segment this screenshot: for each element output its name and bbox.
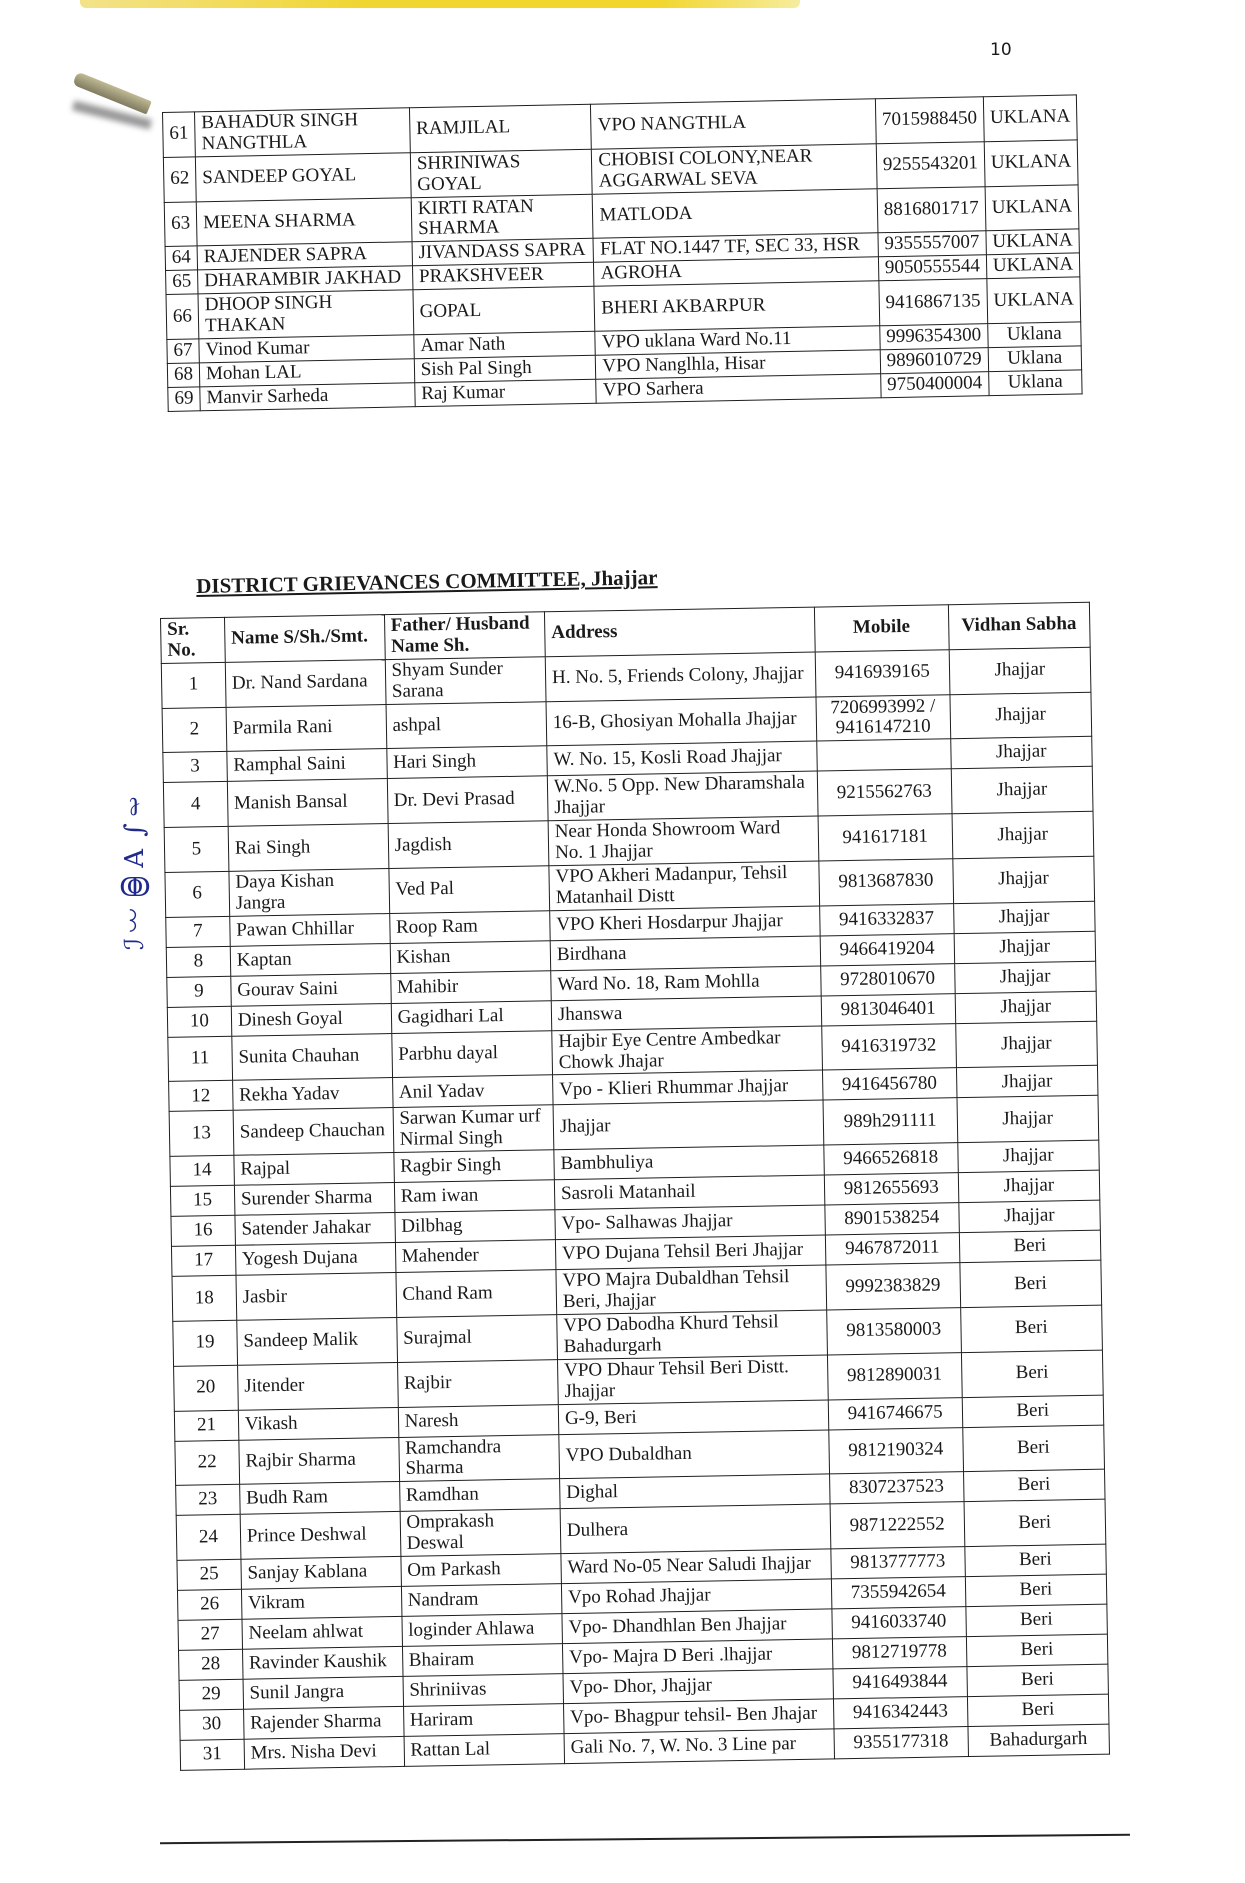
cell-sr: 4 [163, 782, 228, 828]
cell-father: Surajmal [396, 1315, 557, 1363]
cell-address: Birdhana [550, 936, 820, 971]
cell-mobile: 9416319732 [822, 1023, 956, 1070]
cell-father: Ragbir Singh [393, 1150, 554, 1183]
cell-address: VPO Akheri Madanpur, Tehsil Matanhail Distt [549, 861, 820, 910]
cell-name: Kaptan [230, 943, 390, 976]
cell-sr: 31 [180, 1739, 244, 1770]
cell-mobile: 9996354300 [879, 324, 987, 350]
cell-vidhan-sabha: Beri [959, 1260, 1101, 1307]
cell-name: Vikram [241, 1587, 401, 1620]
cell-father: Shyam Sunder Sarana [385, 657, 546, 705]
cell-sr: 67 [167, 339, 199, 364]
cell-address: Vpo- Dhor, Jhajjar [563, 1669, 833, 1704]
cell-father: Ved Pal [388, 866, 549, 914]
cell-name: Ravinder Kaushik [242, 1647, 402, 1680]
cell-father: Sish Pal Singh [414, 355, 596, 382]
cell-vidhan-sabha: Beri [962, 1425, 1104, 1472]
cell-sr: 11 [168, 1036, 233, 1082]
cell-mobile: 9813046401 [821, 993, 955, 1025]
cell-father: Omprakash Deswal [400, 1509, 561, 1557]
cell-father: Hariram [403, 1704, 564, 1737]
cell-name: Daya Kishan Jangra [229, 868, 390, 916]
cell-name: Vinod Kumar [199, 335, 414, 363]
cell-vidhan-sabha: UKLANA [983, 95, 1077, 142]
cell-address: FLAT NO.1447 TF, SEC 33, HSR [593, 233, 878, 262]
cell-address: Jhajjar [553, 1100, 824, 1149]
cell-name: DHOOP SINGH THAKAN [198, 290, 414, 339]
jhajjar-committee-table [160, 602, 1110, 1771]
cell-address: Vpo- Salhawas Jhajjar [555, 1205, 825, 1240]
cell-address: Dulhera [560, 1504, 831, 1553]
cell-sr: 25 [177, 1559, 241, 1590]
cell-vidhan-sabha: Jhajjar [957, 1096, 1099, 1143]
cell-address: Vpo- Majra D Beri .lhajjar [562, 1639, 832, 1674]
cell-vidhan-sabha: Jhajjar [955, 991, 1097, 1023]
cell-vidhan-sabha: Jhajjar [954, 931, 1096, 963]
cell-vidhan-sabha: Jhajjar [949, 647, 1091, 694]
cell-address: Vpo Rohad Jhajjar [561, 1579, 831, 1614]
cell-sr: 8 [166, 946, 230, 977]
cell-name: Jitender [237, 1362, 398, 1410]
cell-name: Budh Ram [239, 1482, 399, 1515]
cell-vidhan-sabha: Bahadurgarh [968, 1724, 1110, 1756]
cell-father: Roop Ram [389, 910, 550, 943]
cell-vidhan-sabha: UKLANA [985, 184, 1079, 231]
cell-name: Pawan Chhillar [230, 913, 390, 946]
cell-vidhan-sabha: Jhajjar [952, 856, 1094, 903]
cell-sr: 65 [166, 270, 198, 295]
cell-father: Gagidhari Lal [391, 1000, 552, 1033]
cell-address: VPO Dhaur Tehsil Beri Distt. Jhajjar [557, 1355, 828, 1404]
highlighter-strip [80, 0, 800, 8]
cell-father: Amar Nath [414, 331, 596, 358]
cell-address: VPO Dabodha Khurd Tehsil Bahadurgarh [557, 1310, 828, 1359]
cell-name: Ramphal Saini [227, 749, 387, 782]
cell-name: Sunil Jangra [243, 1677, 403, 1710]
cell-mobile: 8816801717 [877, 186, 986, 233]
header-vidhan-sabha: Vidhan Sabha [948, 602, 1090, 649]
header-mobile: Mobile [814, 605, 948, 652]
cell-mobile: 9416033740 [832, 1607, 966, 1639]
cell-mobile: 941617181 [818, 814, 952, 861]
cell-father: PRAKSHVEER [412, 262, 594, 289]
cell-vidhan-sabha: Beri [966, 1664, 1108, 1696]
cell-sr: 19 [173, 1320, 238, 1366]
cell-address: Vpo- Dhandhlan Ben Jhajjar [562, 1609, 832, 1644]
cell-sr: 3 [163, 752, 227, 783]
cell-address: VPO Dubaldhan [559, 1430, 830, 1479]
cell-mobile: 9812655693 [824, 1173, 958, 1205]
cell-address: VPO Dujana Tehsil Beri Jhajjar [555, 1235, 825, 1270]
cell-vidhan-sabha: Jhajjar [952, 811, 1094, 858]
cell-vidhan-sabha: Jhajjar [957, 1140, 1099, 1172]
cell-sr: 15 [170, 1186, 234, 1217]
cell-name: Neelam ahlwat [242, 1617, 402, 1650]
cell-father: Ramchandra Sharma [398, 1434, 559, 1482]
cell-vidhan-sabha: Beri [961, 1350, 1103, 1397]
cell-name: Manvir Sarheda [200, 382, 415, 410]
cell-vidhan-sabha: Jhajjar [958, 1170, 1100, 1202]
cell-vidhan-sabha: UKLANA [987, 277, 1081, 324]
cell-address: H. No. 5, Friends Colony, Jhajjar [545, 652, 816, 701]
cell-sr: 28 [179, 1649, 243, 1680]
cell-vidhan-sabha: Beri [965, 1604, 1107, 1636]
cell-vidhan-sabha: Jhajjar [953, 901, 1095, 933]
cell-vidhan-sabha: UKLANA [986, 253, 1080, 279]
cell-sr: 6 [165, 871, 230, 917]
cell-sr: 10 [167, 1006, 231, 1037]
cell-sr: 14 [170, 1156, 234, 1187]
cell-vidhan-sabha: Beri [967, 1694, 1109, 1726]
cell-sr: 20 [174, 1365, 239, 1411]
cell-sr: 16 [171, 1216, 235, 1247]
cell-name: Rai Singh [228, 824, 389, 872]
cell-father: KIRTI RATAN SHARMA [411, 194, 593, 242]
cell-father: Parbhu dayal [391, 1030, 552, 1078]
cell-father: Ramdhan [399, 1479, 560, 1512]
cell-mobile: 9416939165 [815, 650, 949, 697]
page-number: 10 [990, 40, 1012, 60]
cell-father: Kishan [390, 940, 551, 973]
cell-address: Jhanswa [551, 996, 821, 1031]
cell-vidhan-sabha: Uklana [988, 370, 1082, 396]
cell-mobile: 9050555544 [878, 255, 986, 281]
cell-mobile: 9813580003 [827, 1308, 961, 1355]
cell-father: Dr. Devi Prasad [387, 776, 548, 824]
cell-name: Surender Sharma [234, 1183, 394, 1216]
cell-name: BAHADUR SINGH NANGTHLA [195, 108, 411, 157]
cell-mobile: 9812719778 [832, 1637, 966, 1669]
cell-name: Sandeep Malik [237, 1318, 398, 1366]
cell-father: RAMJILAL [409, 104, 591, 152]
cell-name: Rajpal [234, 1153, 394, 1186]
cell-sr: 30 [180, 1709, 244, 1740]
cell-name: Rekha Yadav [232, 1078, 392, 1111]
cell-name: Satender Jahakar [235, 1213, 395, 1246]
cell-sr: 5 [164, 826, 229, 872]
cell-mobile: 9813777773 [831, 1547, 965, 1579]
cell-vidhan-sabha: Jhajjar [955, 1021, 1097, 1068]
cell-mobile: 9466526818 [824, 1143, 958, 1175]
cell-father: Bhairam [402, 1644, 563, 1677]
cell-vidhan-sabha: Jhajjar [950, 737, 1092, 769]
cell-father: Shriniivas [403, 1674, 564, 1707]
cell-mobile: 9416456780 [822, 1068, 956, 1100]
cell-mobile: 9416493844 [833, 1667, 967, 1699]
cell-father: GOPAL [413, 286, 595, 334]
cell-mobile: 9813687830 [819, 859, 953, 906]
cell-name: DHARAMBIR JAKHAD [198, 266, 413, 294]
cell-mobile: 9871222552 [830, 1502, 964, 1549]
cell-name: Dinesh Goyal [231, 1003, 391, 1036]
cell-father: Mahibir [390, 970, 551, 1003]
cell-name: Vikash [238, 1407, 398, 1440]
cell-mobile: 9467872011 [825, 1233, 959, 1265]
cell-mobile: 9255543201 [876, 142, 985, 189]
cell-father: Raj Kumar [415, 379, 597, 406]
cell-mobile: 8901538254 [825, 1203, 959, 1235]
cell-vidhan-sabha: Jhajjar [949, 692, 1091, 739]
cell-name: Parmila Rani [226, 704, 387, 752]
cell-address: VPO Majra Dubaldhan Tehsil Beri, Jhajjar [556, 1265, 827, 1314]
members-table-continued [162, 94, 1083, 411]
cell-sr: 24 [176, 1515, 241, 1561]
cell-vidhan-sabha: Jhajjar [951, 767, 1093, 814]
header-sr: Sr. No. [161, 617, 226, 663]
cell-address: Ward No-05 Near Saludi Ihajjar [561, 1549, 831, 1584]
cell-father: Jagdish [388, 821, 549, 869]
cell-vidhan-sabha: Beri [962, 1395, 1104, 1427]
cell-name: Yogesh Dujana [235, 1243, 395, 1276]
cell-address: Sasroli Matanhail [554, 1175, 824, 1210]
cell-name: Rajbir Sharma [239, 1437, 400, 1485]
cell-address: MATLODA [593, 188, 878, 238]
cell-vidhan-sabha: Jhajjar [954, 961, 1096, 993]
cell-sr: 2 [162, 707, 227, 753]
cell-vidhan-sabha: Jhajjar [956, 1066, 1098, 1098]
cell-mobile: 9750400004 [880, 371, 988, 397]
cell-sr: 12 [169, 1081, 233, 1112]
cell-vidhan-sabha: Jhajjar [958, 1200, 1100, 1232]
cell-address: VPO NANGTHLA [591, 99, 876, 149]
cell-vidhan-sabha: Beri [964, 1544, 1106, 1576]
cell-father: Anil Yadav [392, 1075, 553, 1108]
cell-sr: 66 [166, 294, 199, 339]
cell-vidhan-sabha: Uklana [988, 346, 1082, 372]
cell-name: Sanjay Kablana [241, 1557, 401, 1590]
cell-sr: 1 [161, 662, 226, 708]
cell-mobile [817, 739, 951, 771]
cell-address: Ward No. 18, Ram Mohlla [551, 966, 821, 1001]
cell-vidhan-sabha: Beri [966, 1634, 1108, 1666]
cell-mobile: 9355557007 [878, 231, 986, 257]
cell-name: Prince Deshwal [240, 1512, 401, 1560]
cell-sr: 29 [179, 1679, 243, 1710]
cell-sr: 18 [172, 1276, 237, 1322]
cell-vidhan-sabha: Beri [959, 1230, 1101, 1262]
cell-address: Hajbir Eye Centre Ambedkar Chowk Jhajar [552, 1026, 823, 1075]
cell-father: Hari Singh [386, 746, 547, 779]
cell-mobile: 7015988450 [875, 97, 984, 144]
cell-name: RAJENDER SAPRA [197, 242, 412, 270]
cell-sr: 21 [174, 1410, 238, 1441]
signature-icon: ℐ꒰ↂA ∫ℓ [120, 790, 150, 950]
cell-father: Nandram [401, 1584, 562, 1617]
cell-sr: 22 [175, 1440, 240, 1486]
cell-sr: 17 [171, 1246, 235, 1277]
cell-name: Jasbir [236, 1273, 397, 1321]
cell-sr: 68 [167, 363, 199, 388]
cell-address: VPO Nanglhla, Hisar [596, 350, 881, 379]
cell-father: Naresh [398, 1404, 559, 1437]
cell-address: Vpo - Klieri Rhummar Jhajjar [552, 1070, 822, 1105]
cell-sr: 26 [177, 1589, 241, 1620]
cell-name: Dr. Nand Sardana [225, 659, 386, 707]
cell-mobile: 9416342443 [833, 1697, 967, 1729]
cell-mobile: 9728010670 [821, 963, 955, 995]
cell-father: loginder Ahlawa [402, 1614, 563, 1647]
cell-vidhan-sabha: UKLANA [984, 140, 1078, 187]
cell-mobile: 9992383829 [826, 1263, 960, 1310]
cell-father: Mahender [395, 1240, 556, 1273]
cell-name: Mohan LAL [199, 359, 414, 387]
cell-mobile: 9215562763 [817, 769, 951, 816]
cell-mobile: 8307237523 [829, 1472, 963, 1504]
cell-name: MEENA SHARMA [196, 197, 412, 246]
cell-mobile: 7206993992 / 9416147210 [816, 694, 950, 741]
cell-mobile: 9466419204 [820, 933, 954, 965]
cell-sr: 27 [178, 1619, 242, 1650]
cell-address: VPO uklana Ward No.11 [595, 326, 880, 355]
cell-name: Sunita Chauhan [232, 1033, 393, 1081]
cell-address: Bambhuliya [554, 1145, 824, 1180]
header-address: Address [544, 607, 815, 656]
cell-address: Gali No. 7, W. No. 3 Line par [564, 1729, 834, 1764]
cell-vidhan-sabha: Uklana [987, 322, 1081, 348]
cell-name: SANDEEP GOYAL [195, 153, 411, 202]
cell-vidhan-sabha: UKLANA [986, 229, 1080, 255]
cell-address: CHOBISI COLONY,NEAR AGGARWAL SEVA [592, 144, 877, 194]
cell-name: Rajender Sharma [243, 1707, 403, 1740]
cell-name: Sandeep Chauchan [233, 1108, 394, 1156]
cell-sr: 61 [163, 112, 196, 157]
cell-vidhan-sabha: Beri [960, 1305, 1102, 1352]
bottom-rule [160, 1834, 1130, 1844]
cell-father: Ram iwan [394, 1180, 555, 1213]
cell-vidhan-sabha: Beri [965, 1574, 1107, 1606]
header-name: Name S/Sh./Smt. [224, 615, 385, 663]
cell-sr: 7 [166, 916, 230, 947]
cell-name: Mrs. Nisha Devi [244, 1737, 404, 1770]
cell-address: Vpo- Bhagpur tehsil- Ben Jhajar [563, 1699, 833, 1734]
cell-father: ashpal [386, 701, 547, 749]
cell-mobile: 9416746675 [828, 1397, 962, 1429]
cell-sr: 13 [169, 1111, 234, 1157]
cell-sr: 69 [168, 387, 200, 412]
cell-father: Rajbir [397, 1359, 558, 1407]
cell-vidhan-sabha: Beri [963, 1470, 1105, 1502]
cell-name: Manish Bansal [227, 779, 388, 827]
cell-mobile: 9416867135 [879, 279, 988, 326]
cell-mobile: 9812190324 [829, 1427, 963, 1474]
cell-mobile: 9812890031 [827, 1352, 961, 1399]
cell-address: Near Honda Showroom Ward No. 1 Jhajjar [548, 816, 819, 865]
cell-mobile: 9355177318 [834, 1727, 968, 1759]
cell-father: Om Parkash [401, 1554, 562, 1587]
cell-address: G-9, Beri [558, 1400, 828, 1435]
header-father: Father/ Husband Name Sh. [384, 612, 545, 660]
cell-address: BHERI AKBARPUR [594, 281, 879, 331]
cell-mobile: 9896010729 [880, 347, 988, 373]
cell-mobile: 9416332837 [819, 903, 953, 935]
cell-father: Dilbhag [395, 1210, 556, 1243]
cell-address: W.No. 5 Opp. New Dharamshala Jhajjar [547, 771, 818, 820]
cell-address: 16-B, Ghosiyan Mohalla Jhajjar [546, 697, 817, 746]
section-title: DISTRICT GRIEVANCES COMMITTEE, Jhajjar [196, 565, 658, 598]
cell-address: VPO Kheri Hosdarpur Jhajjar [550, 906, 820, 941]
cell-father: SHRINIWAS GOYAL [410, 149, 592, 197]
cell-vidhan-sabha: Beri [964, 1500, 1106, 1547]
cell-address: VPO Sarhera [596, 373, 881, 402]
cell-address: Dighal [560, 1474, 830, 1509]
cell-father: Rattan Lal [404, 1734, 565, 1767]
cell-sr: 62 [163, 157, 196, 202]
cell-sr: 64 [165, 246, 197, 271]
cell-mobile: 989h291111 [823, 1098, 957, 1145]
cell-name: Gourav Saini [231, 973, 391, 1006]
cell-father: JIVANDASS SAPRA [412, 239, 594, 266]
cell-mobile: 7355942654 [831, 1577, 965, 1609]
cell-father: Chand Ram [396, 1270, 557, 1318]
cell-sr: 9 [167, 976, 231, 1007]
cell-sr: 23 [176, 1485, 240, 1516]
cell-address: W. No. 15, Kosli Road Jhajjar [547, 741, 817, 776]
cell-address: AGROHA [594, 257, 879, 286]
cell-father: Sarwan Kumar urf Nirmal Singh [393, 1105, 554, 1153]
cell-sr: 63 [164, 201, 197, 246]
